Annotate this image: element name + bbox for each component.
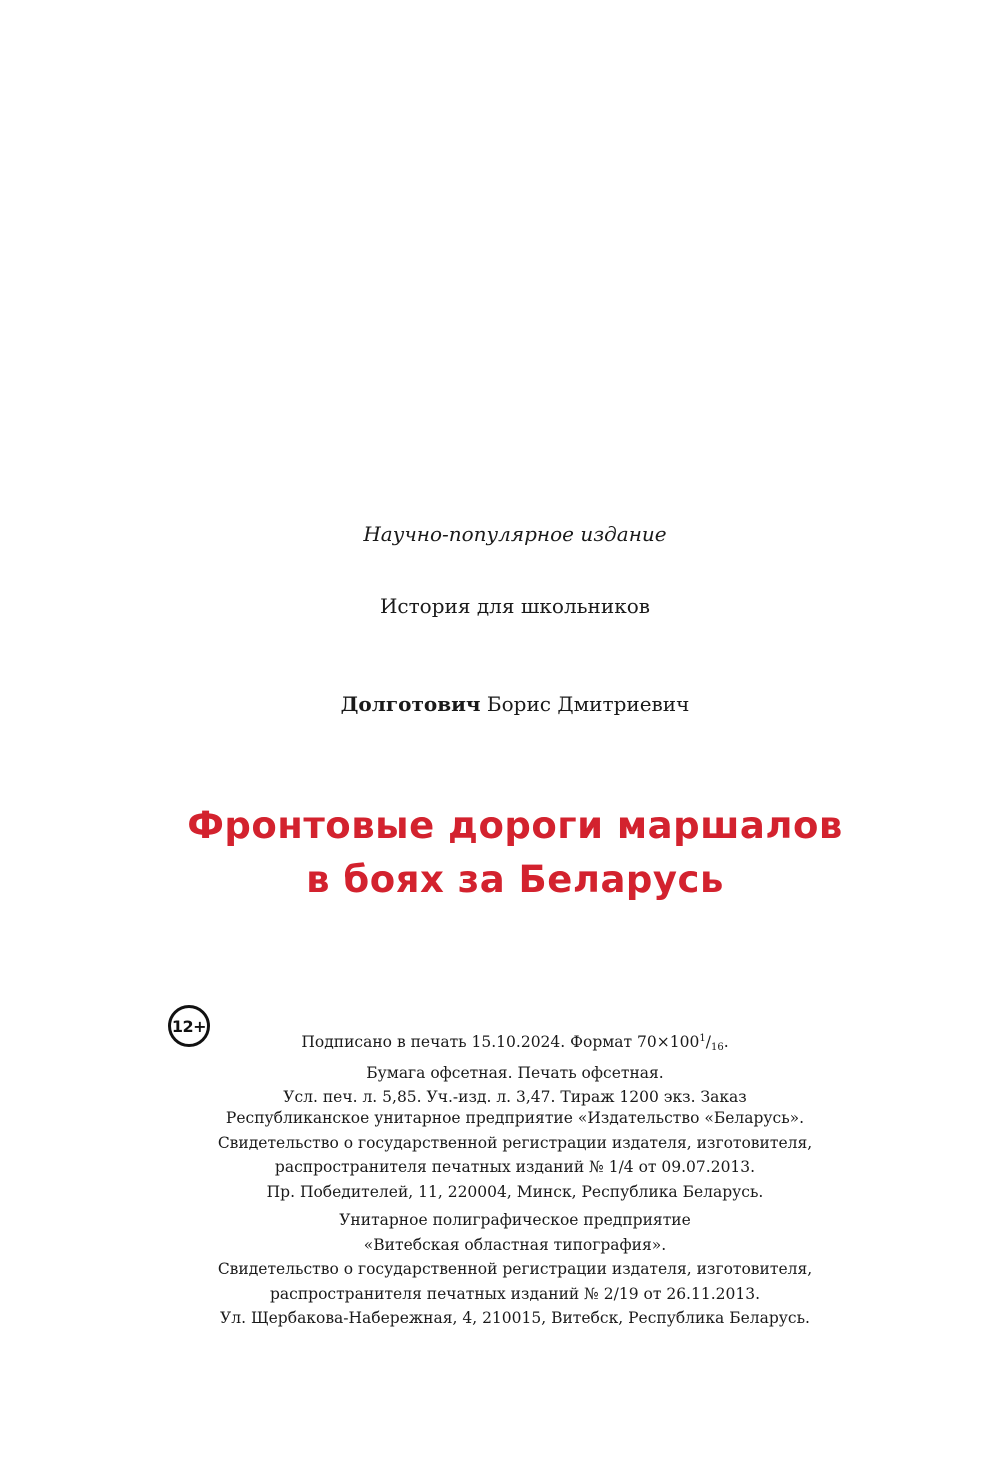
printer-line-2: «Витебская областная типография». [363, 1235, 667, 1254]
print-sheets-line: Усл. печ. л. 5,85. Уч.-изд. л. 3,47. Тираж 1200 экз. Заказ [283, 1088, 747, 1106]
book-title-line-1: Фронтовые дороги маршалов [187, 804, 843, 847]
format-superscript: 1 [699, 1033, 706, 1044]
publisher-line-2: Свидетельство о государственной регистрации издателя, изготовителя, [217, 1133, 813, 1152]
book-title-line-2: в боях за Беларусь [306, 858, 724, 901]
printer-block [15, 1208, 1000, 1331]
printer-line-5: Ул. Щербакова-Набережная, 4, 210015, Витебск, Республика Беларусь. [220, 1309, 810, 1327]
genre-label: Научно-популярное издание [363, 522, 667, 546]
printer-line-4: распространителя печатных изданий № 2/19 от 26.11.2013. [269, 1284, 761, 1303]
print-paper-line: Бумага офсетная. Печать офсетная. [366, 1063, 664, 1082]
printer-line-3: Свидетельство о государственной регистрации издателя, изготовителя, [217, 1260, 813, 1278]
printer-line-1: Унитарное полиграфическое предприятие [339, 1211, 691, 1229]
publisher-line-4: Пр. Победителей, 11, 220004, Минск, Республика Беларусь. [266, 1182, 764, 1201]
format-subscript: 16 [710, 1042, 724, 1053]
age-rating-badge: 12+ [168, 1005, 210, 1047]
format-end: . [723, 1033, 729, 1051]
series-label: История для школьников [379, 594, 651, 618]
print-signed-line [15, 1027, 1000, 1061]
author-given-names: Борис Дмитриевич [486, 692, 690, 716]
format-slash: / [705, 1033, 711, 1051]
publisher-block [15, 1106, 1000, 1204]
author-surname: Долготович [340, 692, 481, 716]
author-name [15, 692, 1000, 716]
publisher-line-1: Республиканское унитарное предприятие «Издательство «Беларусь». [225, 1109, 805, 1127]
publisher-line-3: распространителя печатных изданий № 1/4 от 09.07.2013. [274, 1158, 756, 1176]
print-signed-text: Подписано в печать 15.10.2024. Формат 70×100 [301, 1033, 700, 1051]
print-details-block [15, 1027, 1000, 1110]
